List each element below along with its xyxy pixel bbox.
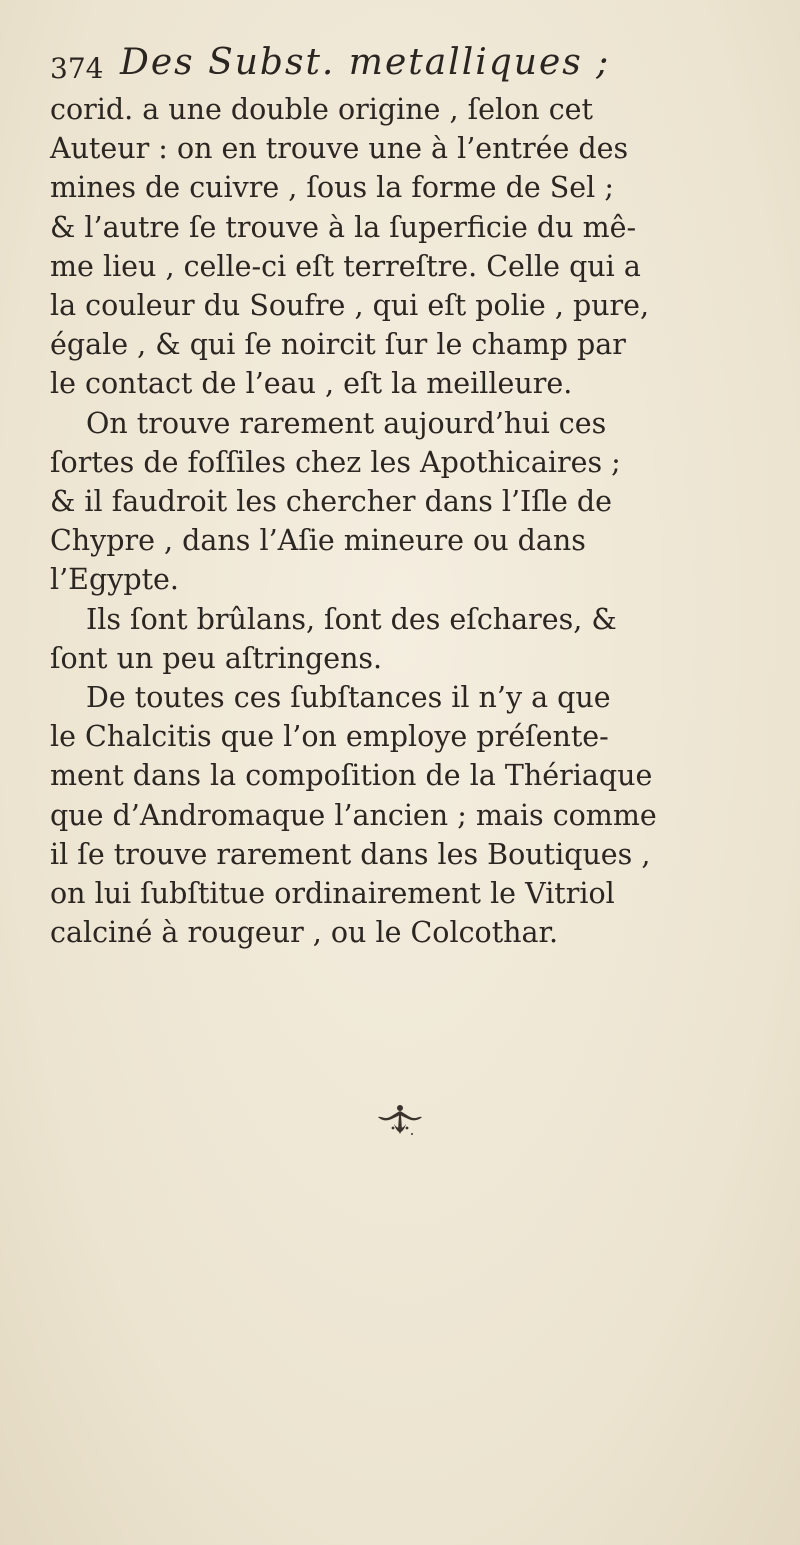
- text-line: on lui ſubſtitue ordinairement le Vitriol: [50, 877, 615, 911]
- page-number: 374: [50, 52, 104, 85]
- text-line: que d’Andromaque l’ancien ; mais comme: [50, 798, 657, 832]
- text-line: l’Egypte.: [50, 563, 179, 597]
- text-line: la couleur du Soufre , qui eſt polie , pure,: [50, 289, 650, 323]
- text-line: & il faudroit les chercher dans l’Iſle de: [50, 485, 613, 519]
- text-line: Auteur : on en trouve une à l’entrée des: [50, 132, 629, 166]
- text-line: ſont un peu aſtringens.: [50, 641, 383, 675]
- text-line: il ſe trouve rarement dans les Boutiques ,: [50, 837, 651, 871]
- paragraph-start-line: Ils ſont brûlans, ſont des eſchares, &: [86, 602, 617, 636]
- text-line: le contact de l’eau , eſt la meilleure.: [50, 367, 573, 401]
- text-line: corid. a une double origine , ſelon cet: [50, 93, 593, 126]
- text-line: calciné à rougeur , ou le Colcothar.: [50, 916, 559, 950]
- printer-ornament-icon: [372, 1100, 428, 1140]
- text-line: me lieu , celle-ci eſt terreſtre. Celle qui a: [50, 249, 641, 283]
- text-line: mines de cuivre , ſous la forme de Sel ;: [50, 171, 614, 205]
- text-line: ſortes de foſſiles chez les Apothicaires ;: [50, 445, 621, 479]
- text-line: égale , & qui ſe noircit ſur le champ par: [50, 328, 626, 362]
- paragraph-start-line: On trouve rarement aujourd’hui ces: [86, 406, 607, 440]
- text-line: & l’autre ſe trouve à la ſuperficie du mê-: [50, 210, 637, 244]
- text-line: ment dans la compoſition de la Thériaque: [50, 759, 653, 793]
- text-line: Chypre , dans l’Aſie mineure ou dans: [50, 524, 586, 558]
- text-line: le Chalcitis que l’on employe préſente-: [50, 720, 609, 754]
- running-head: Des Subst. metalliques ;: [120, 42, 611, 83]
- body-text: [50, 90, 755, 952]
- paragraph-start-line: De toutes ces ſubſtances il n’y a que: [86, 681, 611, 715]
